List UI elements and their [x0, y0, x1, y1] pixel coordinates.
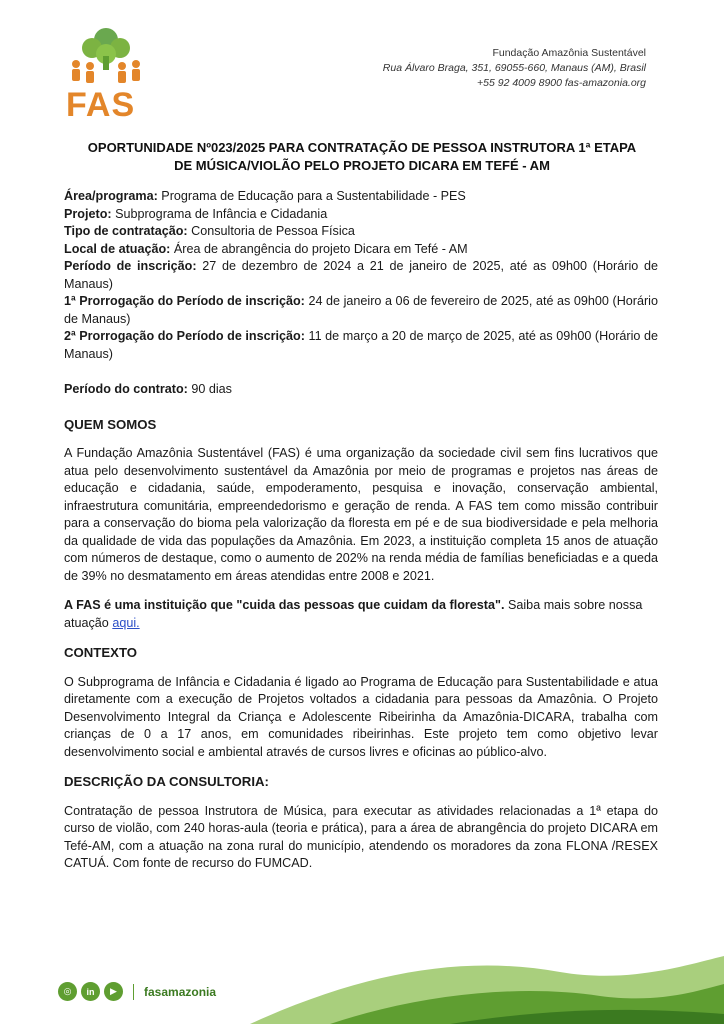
title-line-1: OPORTUNIDADE Nº023/2025 PARA CONTRATAÇÃO DE PESSOA INSTRUTORA 1ª ETAPA	[87, 140, 637, 155]
field-area	[64, 188, 658, 206]
footer-handle: fasamazonia	[144, 984, 217, 999]
field-local-value: Área de abrangência do projeto Dicara em Tefé - AM	[170, 241, 468, 256]
descricao-body: Contratação de pessoa Instrutora de Música, para executar as atividades relacionadas a 1ª etapa do curso de violão, com 240 horas-aula (teoria e prática), para a área de abrangência do projeto DICARA em Tefé-AM, com a atuação na zona rural do município, atendendo os moradores da zona FLONA /RESEX CATUÁ. Com fonte de recurso do FUMCAD.	[64, 803, 658, 870]
org-address: Rua Álvaro Braga, 351, 69055-660, Manaus (AM), Brasil	[382, 62, 646, 74]
field-area-label: Área/programa:	[64, 189, 158, 203]
field-area-value: Programa de Educação para a Sustentabilidade - PES	[157, 189, 466, 203]
quem-somos-heading: QUEM SOMOS	[64, 416, 157, 432]
field-inscricao-value: 27 de dezembro de 2024 a 21 de janeiro de 2025, até as 09h00 (Horário de Manaus)	[64, 259, 658, 291]
logo-wordmark: FAS	[66, 86, 136, 124]
contexto-body: O Subprograma de Infância e Cidadania é ligado ao Programa de Educação para Sustentabilidade e atua diretamente com a execução de Projetos voltados a cidadania para pessoas da Amazônia. O Projeto Desenvolvimento Integral da Criança e Adolescente Ribeirinha da Amazônia-DICARA, trabalha com crianças de 0 a 17 anos, em comunidades ribeirinhas. Este projeto tem como objetivo levar desenvolvimento social e ambiental através de cursos livres e oficinas ao público-alvo.	[64, 674, 658, 759]
document-title	[64, 139, 660, 175]
field-projeto-label: Projeto:	[64, 206, 112, 221]
field-inscricao-label: Período de inscrição:	[64, 259, 197, 273]
tagline-bold: A FAS é uma instituição que "cuida das pessoas que cuidam da floresta".	[64, 598, 505, 612]
linkedin-icon[interactable]: in	[81, 982, 100, 1001]
field-contrato	[64, 381, 658, 399]
field-local	[64, 241, 658, 259]
instagram-icon[interactable]: ◎	[58, 982, 77, 1001]
field-prorrogacao-1-label: 1ª Prorrogação do Período de inscrição:	[64, 294, 305, 308]
contexto-heading: CONTEXTO	[64, 645, 138, 660]
field-projeto	[64, 206, 658, 224]
org-name: Fundação Amazônia Sustentável	[492, 47, 646, 59]
field-prorrogacao-2	[64, 328, 658, 363]
field-prorrogacao-1	[64, 293, 658, 328]
field-contrato-label: Período do contrato:	[64, 381, 188, 396]
field-prorrogacao-1-value: 24 de janeiro a 06 de fevereiro de 2025, até as 09h00 (Horário de Manaus)	[64, 294, 658, 326]
field-inscricao	[64, 258, 658, 293]
youtube-icon[interactable]: ▶	[104, 982, 123, 1001]
descricao-heading: DESCRIÇÃO DA CONSULTORIA:	[64, 774, 269, 789]
organization-info	[383, 46, 646, 91]
field-prorrogacao-2-value: 11 de março a 20 de março de 2025, até as 09h00 (Horário de Manaus)	[64, 329, 658, 361]
org-contact: +55 92 4009 8900 fas-amazonia.org	[477, 77, 646, 89]
document-body	[64, 188, 658, 873]
saiba-mais-link[interactable]: aqui.	[112, 615, 140, 630]
field-tipo	[64, 223, 658, 241]
field-local-label: Local de atuação:	[64, 241, 171, 256]
title-line-2: DE MÚSICA/VIOLÃO PELO PROJETO DICARA EM TEFÉ - AM	[174, 158, 550, 173]
footer-waves	[0, 944, 724, 1024]
tagline-rest: Saiba mais sobre nossa atuação	[64, 598, 643, 630]
quem-somos-body: A Fundação Amazônia Sustentável (FAS) é uma organização da sociedade civil sem fins lucrativos que atua pelo desenvolvimento sustentável da Amazônia por meio de programas e projetos nas áreas de educação e cidadania, saúde, empoderamento, pesquisa e inovação, conservação ambiental, infraestrutura comunitária, empreendedorismo e geração de renda. A FAS tem como missão contribuir para a conservação do bioma pela valorização da floresta em pé e de sua biodiversidade e pela melhoria da qualidade de vida das populações da Amazônia. Em 2023, a instituição completa 15 anos de atuação com números de destaque, como o aumento de 202% na renda média de famílias beneficiadas e a queda de 39% no desmatamento em áreas atendidas entre 2008 e 2021.	[64, 446, 658, 583]
field-tipo-value: Consultoria de Pessoa Física	[187, 224, 355, 238]
field-projeto-value: Subprograma de Infância e Cidadania	[111, 206, 328, 221]
field-tipo-label: Tipo de contratação:	[64, 224, 188, 238]
quem-somos-tagline	[64, 597, 658, 632]
field-prorrogacao-2-label: 2ª Prorrogação do Período de inscrição:	[64, 329, 305, 343]
field-contrato-value: 90 dias	[187, 381, 232, 396]
